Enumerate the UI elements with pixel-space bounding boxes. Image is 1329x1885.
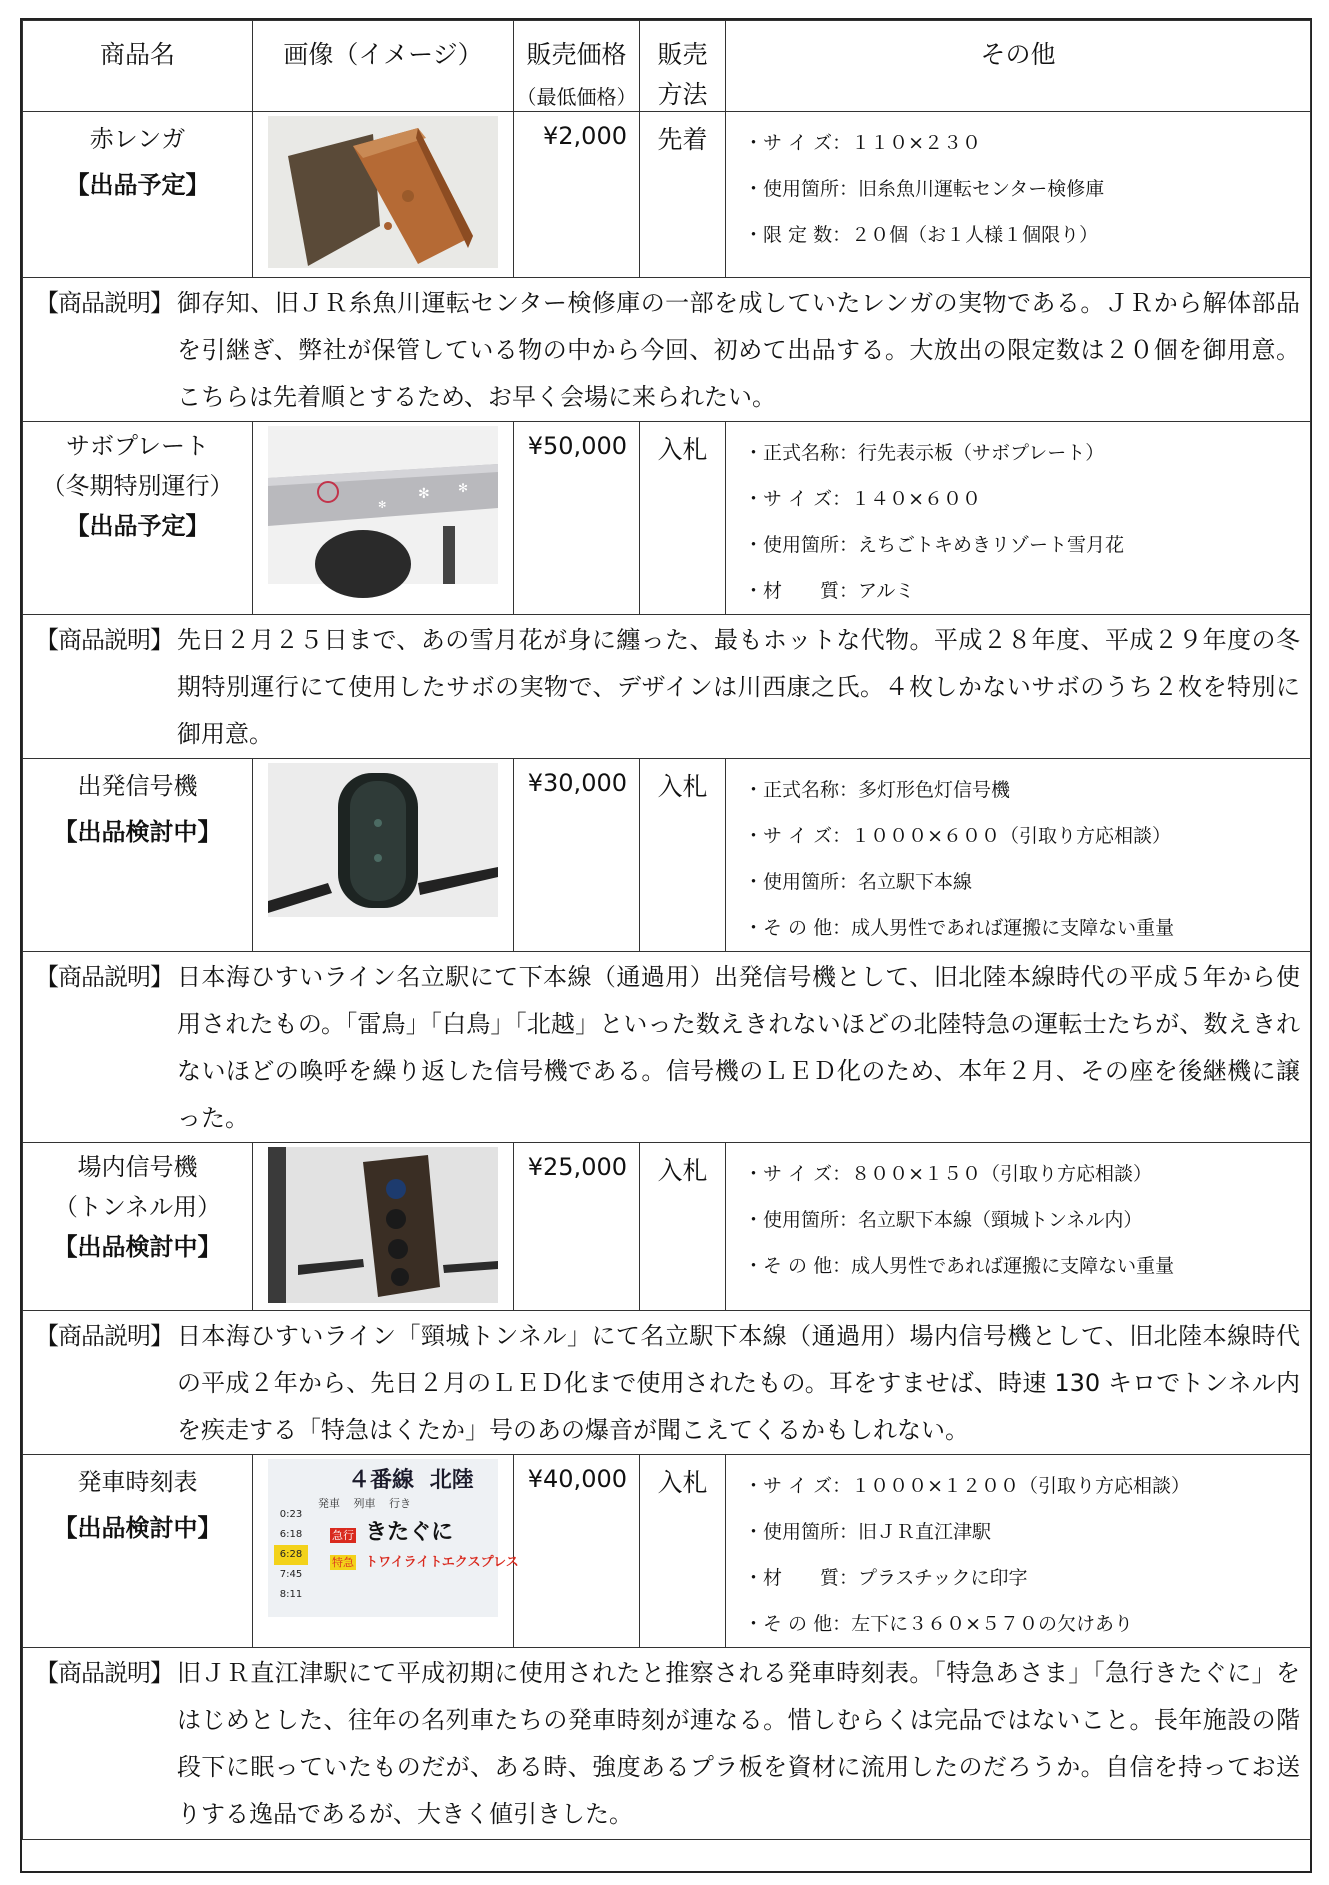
price: ¥50,000 (527, 432, 627, 460)
product-name: サボプレート (65, 432, 210, 460)
sale-method: 先着 (657, 125, 708, 154)
spec-line: ・使用箇所：旧ＪＲ直江津駅 (744, 1521, 992, 1543)
timetable-time: 6:18 (279, 1529, 303, 1540)
product-status: 【出品検討中】 (53, 818, 222, 846)
product-name: 出発信号機 (77, 772, 198, 800)
description-label: 【商品説明】 (35, 963, 173, 991)
description-cell (23, 1311, 1311, 1455)
price: ¥40,000 (527, 1465, 627, 1493)
product-name-cell (23, 112, 253, 278)
item-row-brick (23, 112, 1311, 278)
timetable-track-label: ４番線 (348, 1468, 415, 1493)
spec-line: ・サ イ ズ：１０００×１２００（引取り方応相談） (744, 1475, 1191, 1497)
timetable-time: 6:28 (274, 1545, 308, 1565)
specs-cell (726, 1143, 1311, 1311)
specs-cell (726, 1455, 1311, 1648)
svg-text:✻: ✻ (418, 486, 430, 502)
header-price (514, 21, 640, 112)
price-cell (514, 422, 640, 615)
item-row-home-signal (23, 1143, 1311, 1311)
spec-line: ・そ の 他：左下に３６０×５７０の欠けあり (744, 1613, 1134, 1635)
timetable-train-type: 特急 (332, 1556, 354, 1569)
price-cell (514, 1455, 640, 1648)
image-cell (253, 422, 514, 615)
svg-text:✻: ✻ (378, 500, 387, 511)
description-row (23, 952, 1311, 1143)
sale-method: 入札 (657, 435, 708, 464)
item-row-timetable (23, 1455, 1311, 1648)
price-cell (514, 1143, 640, 1311)
product-subtitle: （冬期特別運行） (41, 472, 234, 500)
product-status: 【出品検討中】 (53, 1233, 222, 1261)
specs-cell (726, 759, 1311, 952)
spec-line: ・使用箇所：名立駅下本線（頸城トンネル内） (744, 1209, 1143, 1231)
header-product-name: 商品名 (23, 21, 253, 112)
spec-line: ・サ イ ズ：１４０×６００ (744, 488, 981, 510)
description-text: 日本海ひすいライン名立駅にて下本線（通過用）出発信号機として、旧北陸本線時代の平成５年から使用されたもの。「雷鳥」「白鳥」「北越」といった数えきれないほどの北陸特急の運転士たちが、数えきれないほどの喚呼を繰り返した信号機である。信号機のＬＥＤ化のため、本年２月、その座を後継機に譲った。 (177, 963, 1300, 1132)
description-row (23, 278, 1311, 422)
description-text: 先日２月２５日まで、あの雪月花が身に纏った、最もホットな代物。平成２８年度、平成２９年度の冬期特別運行にて使用したサボの実物で、デザインは川西康之氏。４枚しかないサボのうち２枚を特別に御用意。 (177, 626, 1300, 748)
timetable-train-name: トワイライトエクスプレス (365, 1555, 519, 1570)
method-cell (640, 1455, 726, 1648)
product-subtitle: （トンネル用） (53, 1193, 222, 1221)
method-cell (640, 422, 726, 615)
image-cell (253, 759, 514, 952)
timetable-header-departure: 発車 (318, 1497, 340, 1510)
spec-line: ・正式名称：多灯形色灯信号機 (744, 779, 1011, 801)
timetable-train-type: 急行 (332, 1529, 354, 1542)
product-status: 【出品検討中】 (53, 1514, 222, 1542)
departure-signal-photo (268, 763, 498, 917)
spec-line: ・使用箇所：旧糸魚川運転センター検修庫 (744, 178, 1105, 200)
description-cell (23, 278, 1311, 422)
header-price-sub: （最低価格） (516, 85, 637, 109)
timetable-header-train: 列車 (353, 1497, 376, 1510)
sale-method: 入札 (657, 1468, 708, 1497)
spec-line: ・サ イ ズ：１０００×６００（引取り方応相談） (744, 825, 1172, 847)
product-status: 【出品予定】 (65, 512, 210, 540)
spec-line: ・材 質：プラスチックに印字 (744, 1567, 1028, 1589)
product-name: 赤レンガ (89, 125, 186, 153)
product-name-cell (23, 1455, 253, 1648)
description-text: 旧ＪＲ直江津駅にて平成初期に使用されたと推察される発車時刻表。「特急あさま」「急行きたぐに」をはじめとした、往年の名列車たちの発車時刻が連なる。惜しむらくは完品ではないこと。長年施設の階段下に眠っていたものだが、ある時、強度あるプラ板を資材に流用したのだろうか。自信を持ってお送りする逸品であるが、大きく値引きした。 (177, 1659, 1300, 1828)
spec-line: ・サ イ ズ：８００×１５０（引取り方応相談） (744, 1163, 1153, 1185)
sale-method: 入札 (657, 772, 708, 801)
timetable-time: 0:23 (279, 1509, 303, 1520)
home-signal-photo (268, 1147, 498, 1303)
spec-line: ・そ の 他：成人男性であれば運搬に支障ない重量 (744, 917, 1175, 939)
description-label: 【商品説明】 (35, 289, 173, 317)
description-cell (23, 615, 1311, 759)
price-cell (514, 112, 640, 278)
header-method-line2: 方法 (657, 80, 708, 109)
specs-cell (726, 422, 1311, 615)
image-cell (253, 1143, 514, 1311)
spec-line: ・そ の 他：成人男性であれば運搬に支障ない重量 (744, 1255, 1175, 1277)
description-label: 【商品説明】 (35, 1322, 173, 1350)
image-cell (253, 112, 514, 278)
timetable-header-destination: 行き (389, 1497, 411, 1510)
specs-cell (726, 112, 1311, 278)
sale-method: 入札 (657, 1156, 708, 1185)
spec-line: ・使用箇所：名立駅下本線 (744, 871, 973, 893)
item-row-departure-signal (23, 759, 1311, 952)
description-row (23, 1648, 1311, 1840)
product-name-cell (23, 422, 253, 615)
spec-line: ・限 定 数：２０個（お１人様１個限り） (744, 224, 1099, 246)
price: ¥30,000 (527, 769, 627, 797)
product-catalog-sheet (20, 18, 1312, 1873)
header-method (640, 21, 726, 112)
spec-line: ・材 質：アルミ (744, 580, 915, 602)
header-other: その他 (726, 21, 1311, 112)
header-row (23, 21, 1311, 112)
product-name: 発車時刻表 (77, 1468, 198, 1496)
description-cell (23, 1648, 1311, 1840)
description-label: 【商品説明】 (35, 1659, 173, 1687)
description-label: 【商品説明】 (35, 626, 173, 654)
description-row (23, 1311, 1311, 1455)
price: ¥2,000 (543, 122, 627, 150)
brick-photo (268, 116, 498, 268)
spec-line: ・サ イ ズ：１１０×２３０ (744, 132, 981, 154)
product-name-cell (23, 759, 253, 952)
method-cell (640, 112, 726, 278)
method-cell (640, 1143, 726, 1311)
product-name-cell (23, 1143, 253, 1311)
description-text: 御存知、旧ＪＲ糸魚川運転センター検修庫の一部を成していたレンガの実物である。ＪＲから解体部品を引継ぎ、弊社が保管している物の中から今回、初めて出品する。大放出の限定数は２０個を御用意。こちらは先着順とするため、お早く会場に来られたい。 (177, 289, 1300, 411)
spec-line: ・使用箇所：えちごトキめきリゾート雪月花 (744, 534, 1125, 556)
description-text: 日本海ひすいライン「頸城トンネル」にて名立駅下本線（通過用）場内信号機として、旧北陸本線時代の平成２年から、先日２月のＬＥＤ化まで使用されたもの。耳をすませば、時速 130 キロでトンネル内を疾走する「特急はくたか」号のあの爆音が聞こえてくるかもしれない。 (177, 1322, 1300, 1444)
spec-line: ・正式名称：行先表示板（サボプレート） (744, 442, 1105, 464)
header-price-label: 販売価格 (526, 40, 627, 69)
product-name: 場内信号機 (77, 1153, 198, 1181)
image-cell (253, 1455, 519, 1648)
method-cell (640, 759, 726, 952)
timetable-train-name: きたぐに (365, 1520, 454, 1545)
timetable-time: 7:45 (279, 1569, 303, 1580)
product-status: 【出品予定】 (65, 171, 210, 199)
header-method-line1: 販売 (657, 40, 708, 69)
description-cell (23, 952, 1311, 1143)
timetable-region-label: 北陸 (429, 1468, 474, 1493)
sabo-plate-photo (268, 426, 498, 584)
price: ¥25,000 (527, 1153, 627, 1181)
price-cell (514, 759, 640, 952)
header-image: 画像（イメージ） (253, 21, 514, 112)
timetable-photo (268, 1459, 519, 1617)
product-table (22, 20, 1311, 1840)
svg-text:✻: ✻ (458, 481, 469, 495)
timetable-time: 8:11 (279, 1589, 303, 1600)
description-row (23, 615, 1311, 759)
item-row-sabo-plate (23, 422, 1311, 615)
